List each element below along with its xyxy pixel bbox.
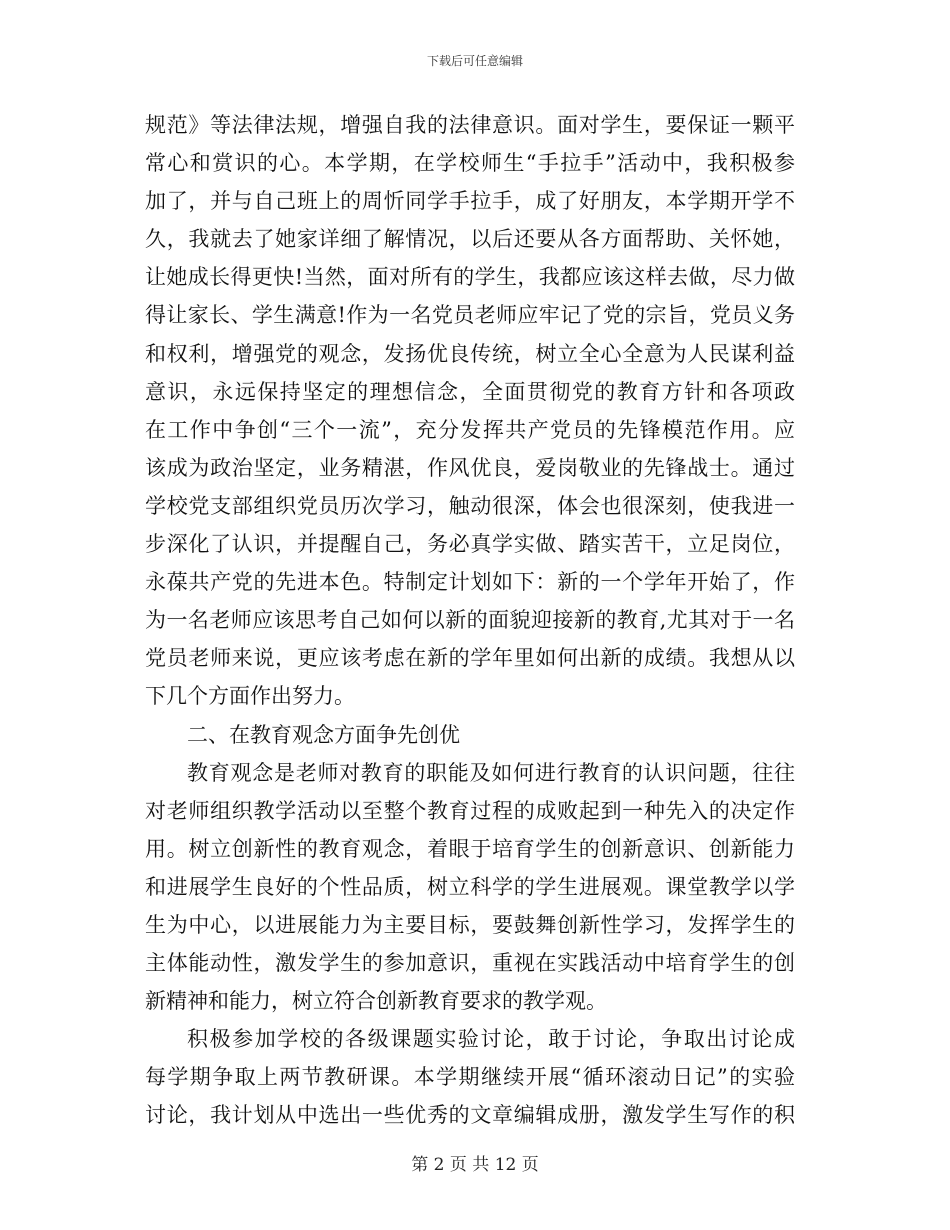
paragraph-line: 意识，永远保持坚定的理想信念，全面贯彻党的教育方针和各项政 bbox=[145, 379, 795, 404]
document-body bbox=[145, 106, 795, 1135]
paragraph-line: 党员老师来说，更应该考虑在新的学年里如何出新的成绩。我想从以 bbox=[145, 646, 795, 671]
paragraph-line: 得让家长、学生满意!作为一名党员老师应牢记了党的宗旨，党员义务 bbox=[145, 303, 795, 328]
paragraph-line: 二、在教育观念方面争先创优 bbox=[187, 722, 460, 747]
paragraph-line: 步深化了认识，并提醒自己，务必真学实做、踏实苦干，立足岗位， bbox=[145, 532, 795, 557]
paragraph-line: 用。树立创新性的教育观念，着眼于培育学生的创新意识、创新能力 bbox=[145, 836, 795, 861]
page-number-footer: 第 2 页 共 12 页 bbox=[411, 1155, 539, 1175]
paragraph-line: 生为中心，以进展能力为主要目标，要鼓舞创新性学习，发挥学生的 bbox=[145, 912, 795, 937]
paragraph-line: 学校党支部组织党员历次学习，触动很深，体会也很深刻，使我进一 bbox=[145, 493, 795, 518]
paragraph-line: 每学期争取上两节教研课。本学期继续开展“循环滚动日记”的实验 bbox=[145, 1065, 795, 1090]
paragraph-line: 积极参加学校的各级课题实验讨论，敢于讨论，争取出讨论成 bbox=[187, 1027, 795, 1052]
paragraph-line: 常心和赏识的心。本学期，在学校师生“手拉手”活动中，我积极参 bbox=[145, 151, 795, 176]
paragraph-line: 加了，并与自己班上的周忻同学手拉手，成了好朋友，本学期开学不 bbox=[145, 189, 795, 214]
paragraph-line: 久，我就去了她家详细了解情况，以后还要从各方面帮助、关怀她， bbox=[145, 227, 795, 252]
paragraph-line: 该成为政治坚定，业务精湛，作风优良，爱岗敬业的先锋战士。通过 bbox=[145, 455, 795, 480]
paragraph-line: 讨论，我计划从中选出一些优秀的文章编辑成册，激发学生写作的积 bbox=[145, 1103, 795, 1128]
paragraph-line: 和进展学生良好的个性品质，树立科学的学生进展观。课堂教学以学 bbox=[145, 874, 795, 899]
page-header: 下载后可任意编辑 bbox=[426, 54, 523, 68]
paragraph-line: 下几个方面作出努力。 bbox=[145, 684, 355, 709]
paragraph-line: 主体能动性，激发学生的参加意识，重视在实践活动中培育学生的创 bbox=[145, 951, 795, 976]
paragraph-line: 永葆共产党的先进本色。特制定计划如下：新的一个学年开始了，作 bbox=[145, 570, 795, 595]
paragraph-line: 教育观念是老师对教育的职能及如何进行教育的认识问题，往往 bbox=[187, 760, 795, 785]
paragraph-line: 让她成长得更快!当然，面对所有的学生，我都应该这样去做，尽力做 bbox=[145, 265, 795, 290]
paragraph-line: 对老师组织教学活动以至整个教育过程的成败起到一种先入的决定作 bbox=[145, 798, 795, 823]
paragraph-line: 新精神和能力，树立符合创新教育要求的教学观。 bbox=[145, 989, 607, 1014]
paragraph-line: 在工作中争创“三个一流”，充分发挥共产党员的先锋模范作用。应 bbox=[145, 417, 795, 442]
paragraph-line: 规范》等法律法规，增强自我的法律意识。面对学生，要保证一颗平 bbox=[145, 113, 795, 137]
paragraph-line: 和权利，增强党的观念，发扬优良传统，树立全心全意为人民谋利益 bbox=[145, 341, 795, 366]
paragraph-line: 为一名老师应该思考自己如何以新的面貌迎接新的教育,尤其对于一名 bbox=[145, 608, 795, 633]
